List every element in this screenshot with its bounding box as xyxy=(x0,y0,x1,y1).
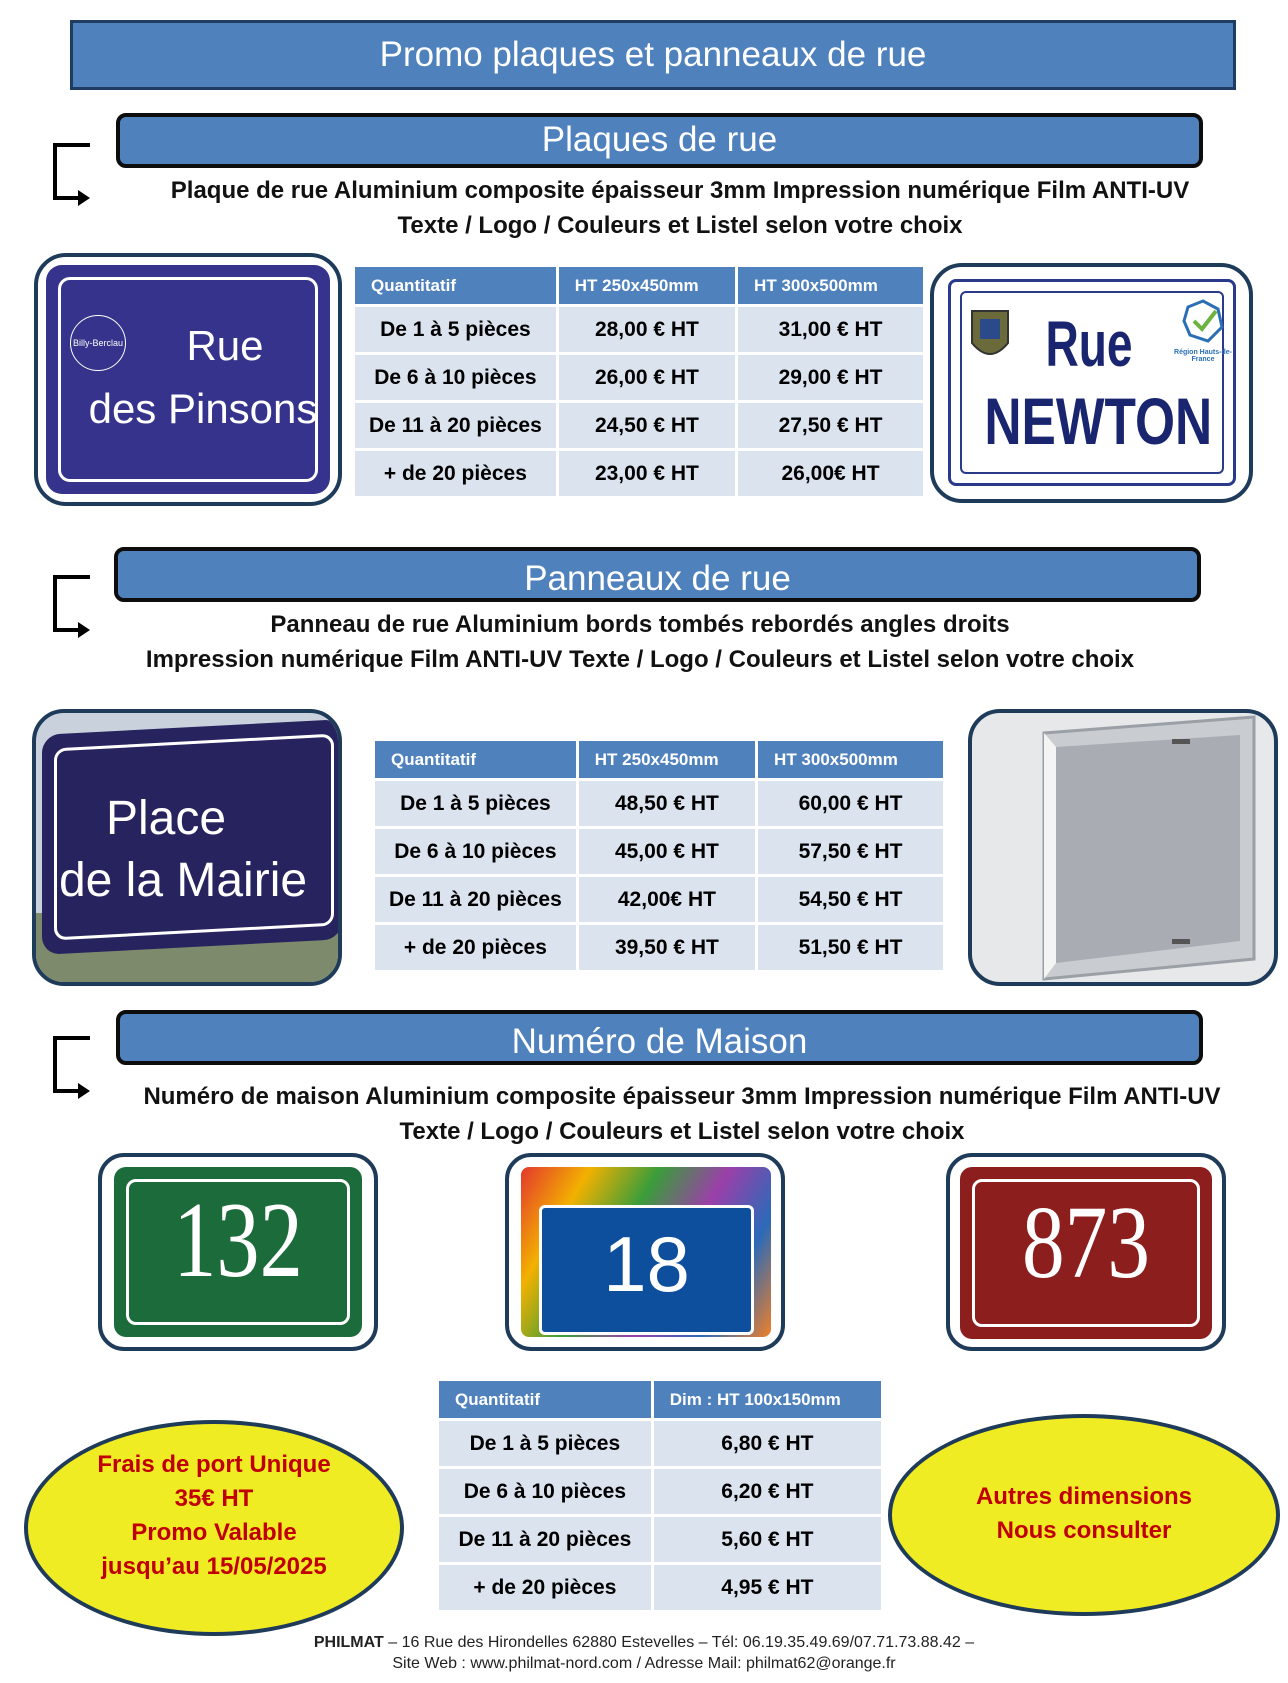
cell-price: 27,50 € HT xyxy=(738,403,923,448)
table-header-row xyxy=(375,741,943,778)
table-row xyxy=(439,1517,881,1562)
other-dimensions-badge xyxy=(888,1414,1280,1616)
cell-price: 51,50 € HT xyxy=(758,925,943,970)
house-number: 18 xyxy=(603,1220,690,1308)
cell-price: 28,00 € HT xyxy=(559,307,735,352)
table-row xyxy=(439,1565,881,1610)
table-row xyxy=(375,829,943,874)
header-dim-2: HT 300x500mm xyxy=(758,741,943,778)
cell-price: 23,00 € HT xyxy=(559,451,735,496)
cell-qty: De 6 à 10 pièces xyxy=(375,829,576,874)
cell-price: 26,00 € HT xyxy=(559,355,735,400)
table-row xyxy=(355,451,923,496)
cell-qty: De 6 à 10 pièces xyxy=(355,355,556,400)
section-title-plaques: Plaques de rue xyxy=(116,113,1203,168)
table-row xyxy=(439,1421,881,1466)
header-dim-1: HT 250x450mm xyxy=(579,741,755,778)
promo-line: Frais de port Unique xyxy=(97,1451,331,1478)
table-row xyxy=(375,925,943,970)
table-row xyxy=(355,355,923,400)
image-numero-873 xyxy=(946,1153,1226,1351)
image-panneau-place-de-la-mairie xyxy=(32,709,342,986)
image-numero-132 xyxy=(98,1153,378,1351)
cell-qty: De 11 à 20 pièces xyxy=(375,877,576,922)
section-title-numero: Numéro de Maison xyxy=(116,1010,1203,1065)
town-logo: Billy-Berclau xyxy=(70,315,126,371)
promo-line: 35€ HT xyxy=(174,1485,254,1512)
table-row xyxy=(375,781,943,826)
promo-line: jusqu’au 15/05/2025 xyxy=(101,1553,327,1580)
section-description xyxy=(82,1079,1282,1149)
plaque-line-2: des Pinsons xyxy=(88,385,318,432)
table-row xyxy=(355,307,923,352)
price-table-plaques xyxy=(352,264,926,499)
cell-qty: De 11 à 20 pièces xyxy=(439,1517,651,1562)
house-number: 132 xyxy=(173,1181,303,1300)
table-header-row xyxy=(355,267,923,304)
cell-price: 4,95 € HT xyxy=(654,1565,881,1610)
description-line: Texte / Logo / Couleurs et Listel selon votre choix xyxy=(399,1118,965,1145)
plaque-line-2: NEWTON xyxy=(984,384,1213,458)
page-title: Promo plaques et panneaux de rue xyxy=(70,20,1236,90)
footer-address xyxy=(0,1634,1288,1652)
plaque-line-1: Rue xyxy=(1045,308,1133,380)
cell-price: 42,00€ HT xyxy=(579,877,755,922)
cell-qty: De 1 à 5 pièces xyxy=(375,781,576,826)
cell-price: 60,00 € HT xyxy=(758,781,943,826)
header-dim-1: Dim : HT 100x150mm xyxy=(654,1381,881,1418)
image-plaque-rue-newton xyxy=(930,263,1253,503)
description-line: Texte / Logo / Couleurs et Listel selon votre choix xyxy=(397,212,963,239)
table-header-row xyxy=(439,1381,881,1418)
cell-price: 6,80 € HT xyxy=(654,1421,881,1466)
footer-contact: Site Web : www.philmat-nord.com / Adresse Mail: philmat62@orange.fr xyxy=(392,1655,896,1672)
cell-price: 54,50 € HT xyxy=(758,877,943,922)
plaque-line-1: Rue xyxy=(186,322,264,369)
cell-qty: + de 20 pièces xyxy=(355,451,556,496)
other-line: Autres dimensions xyxy=(975,1483,1193,1510)
cell-qty: De 1 à 5 pièces xyxy=(439,1421,651,1466)
header-dim-1: HT 250x450mm xyxy=(559,267,735,304)
region-logo-icon xyxy=(1178,297,1228,347)
cell-qty: + de 20 pièces xyxy=(375,925,576,970)
cell-price: 6,20 € HT xyxy=(654,1469,881,1514)
cell-price: 29,00 € HT xyxy=(738,355,923,400)
cell-price: 31,00 € HT xyxy=(738,307,923,352)
table-row xyxy=(355,403,923,448)
section-description xyxy=(40,607,1240,677)
footer-company: PHILMAT xyxy=(313,1634,384,1651)
aluminium-panel-icon xyxy=(972,713,1274,982)
cell-qty: De 6 à 10 pièces xyxy=(439,1469,651,1514)
cell-price: 5,60 € HT xyxy=(654,1517,881,1562)
price-table-panneaux xyxy=(372,738,946,973)
description-line: Numéro de maison Aluminium composite épaisseur 3mm Impression numérique Film ANTI-UV xyxy=(143,1083,1221,1110)
price-table-numero xyxy=(436,1378,884,1613)
panneau-line-2: de la Mairie xyxy=(58,854,308,907)
section-title-panneaux: Panneaux de rue xyxy=(114,547,1201,602)
panneau-line-1: Place xyxy=(105,792,227,845)
other-line: Nous consulter xyxy=(996,1517,1172,1544)
header-dim-2: HT 300x500mm xyxy=(738,267,923,304)
table-row xyxy=(375,877,943,922)
image-numero-18 xyxy=(505,1153,785,1351)
header-quantitatif: Quantitatif xyxy=(439,1381,651,1418)
description-line: Plaque de rue Aluminium composite épaisseur 3mm Impression numérique Film ANTI-UV xyxy=(170,177,1190,204)
image-panneau-aluminium xyxy=(968,709,1278,986)
region-logo-label: Région Hauts-de-France xyxy=(1174,349,1232,363)
cell-qty: + de 20 pièces xyxy=(439,1565,651,1610)
cell-price: 57,50 € HT xyxy=(758,829,943,874)
cell-price: 39,50 € HT xyxy=(579,925,755,970)
description-line: Panneau de rue Aluminium bords tombés rebordés angles droits xyxy=(270,611,1010,638)
header-quantitatif: Quantitatif xyxy=(355,267,556,304)
cell-price: 26,00€ HT xyxy=(738,451,923,496)
coat-of-arms-icon xyxy=(966,303,1014,373)
promo-line: Promo Valable xyxy=(131,1519,297,1546)
cell-price: 24,50 € HT xyxy=(559,403,735,448)
cell-price: 45,00 € HT xyxy=(579,829,755,874)
image-plaque-rue-des-pinsons xyxy=(34,253,342,506)
promo-shipping-badge xyxy=(24,1420,404,1636)
section-description xyxy=(80,173,1280,243)
house-number: 873 xyxy=(1022,1185,1150,1300)
table-row xyxy=(439,1469,881,1514)
cell-price: 48,50 € HT xyxy=(579,781,755,826)
cell-qty: De 11 à 20 pièces xyxy=(355,403,556,448)
header-quantitatif: Quantitatif xyxy=(375,741,576,778)
footer-address-text: – 16 Rue des Hirondelles 62880 Estevelles – Tél: 06.19.35.49.69/07.71.73.88.42 – xyxy=(383,1634,975,1651)
description-line: Impression numérique Film ANTI-UV Texte / Logo / Couleurs et Listel selon votre choix xyxy=(145,646,1135,673)
cell-qty: De 1 à 5 pièces xyxy=(355,307,556,352)
